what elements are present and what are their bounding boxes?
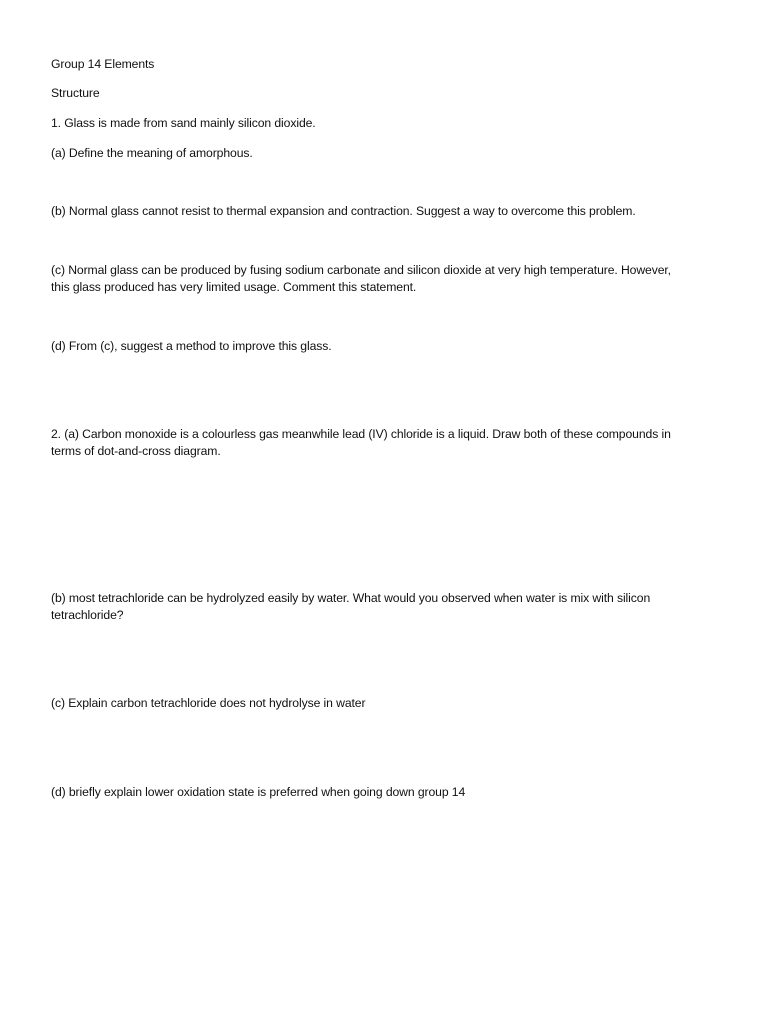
question-2c: (c) Explain carbon tetrachloride does not hydrolyse in water (51, 696, 366, 710)
question-1c-line-2: this glass produced has very limited usage. Comment this statement. (51, 280, 417, 294)
question-2b-line-2: tetrachloride? (51, 608, 124, 622)
question-2a-line-2: terms of dot-and-cross diagram. (51, 444, 221, 458)
question-2d: (d) briefly explain lower oxidation state is preferred when going down group 14 (51, 785, 466, 799)
question-1-stem: 1. Glass is made from sand mainly silicon dioxide. (51, 116, 316, 130)
question-1c-line-1: (c) Normal glass can be produced by fusing sodium carbonate and silicon dioxide at very high temperature. However, (51, 263, 671, 277)
question-1d: (d) From (c), suggest a method to improve this glass. (51, 339, 332, 353)
question-1b: (b) Normal glass cannot resist to thermal expansion and contraction. Suggest a way to overcome this problem. (51, 204, 636, 218)
document-title: Group 14 Elements (51, 57, 155, 71)
section-heading: Structure (51, 86, 100, 100)
question-2b-line-1: (b) most tetrachloride can be hydrolyzed easily by water. What would you observed when water is mix with silicon (51, 591, 651, 605)
question-1a: (a) Define the meaning of amorphous. (51, 146, 253, 160)
question-2a-line-1: 2. (a) Carbon monoxide is a colourless gas meanwhile lead (IV) chloride is a liquid. Draw both of these compounds in (51, 427, 671, 441)
